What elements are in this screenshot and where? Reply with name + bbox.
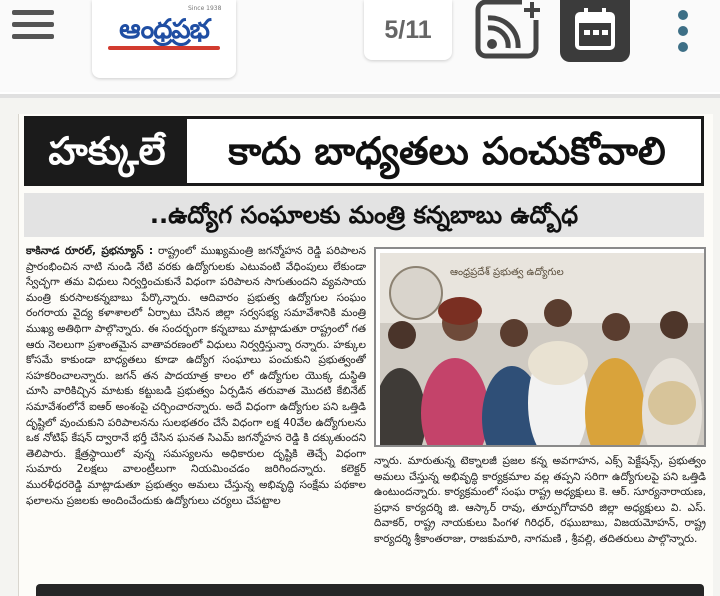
logo-text: ఆంధ్రప్రభ bbox=[119, 14, 209, 45]
headline: కాదు బాధ్యతలు పంచుకోవాలి bbox=[228, 129, 666, 173]
logo-swoosh bbox=[108, 46, 220, 50]
hamburger-menu-icon[interactable] bbox=[12, 10, 54, 44]
logo-tagline: Since 1938 bbox=[188, 5, 222, 12]
article-photo bbox=[374, 247, 706, 447]
next-article-headline-strip bbox=[36, 584, 704, 596]
photo-banner-text: ఆంధ్రప్రదేశ్ ప్రభుత్వ ఉద్యోగుల bbox=[450, 267, 564, 278]
article-text-left: రాష్ట్రంలో ముఖ్యమంత్రి జగన్మోహన రెడ్డి పరిపాలన ప్రారంభించిన నాటి నుండి నేటి వరకు ఉద్యోగులకు ఎటువంటి వేధింపులు లేకుండా స్వేచ్ఛగా తమ విధులు నిర్వర్తించుకునే విధంగా పరిపాలన సాగుతుందని వ్యవసాయ మంత్రి కురసాలకన్నబాబు పేర్కొన్నారు. ఆదివారం ప్రభుత్వ ఉద్యోగుల సంఘం రంగరాయ వైద్య కళాశాలలో ఏర్పాటు చేసిన జిల్లా సర్వసభ్య సమావేశానికి మంత్రి ముఖ్య అతిథిగా పాల్గొన్నారు. ఈ సందర్భంగా కన్నబాబు మాట్లాడుతూ రాష్ట్రంలో గత ఆరు నెలలుగా ప్రశాంతమైన వాతావరణంలో విధులు నిర్వర్తిస్తున్నా రన్నారు. హక్కుల కోసమే కాకుండా బాధ్యతలు కూడా ఉద్యోగ సంఘాలు పంచుకుని ప్రభుత్వంతో సహకరించాలన్నారు. జగన్ తన పాదయాత్ర కాలం లో ఉద్యోగుల యొక్క దుస్థితి చూసి వారికిచ్చిన మాటకు కట్టుబడి ప్రభుత్వం ఏర్పడిన తరువాత మొదటి కేబినేట్ సమావేశంలోనే ఐఆర్ అంశంపై చర్చించారన్నారు. అదే విధంగా ఉద్యోగుల పని ఒత్తిడి దృష్టిలో వుంచుకుని పరిపాలనను సులభతరం చేసే విధంగా లక్ష 40వేల ఉద్యోగులను ఒక నోటిఫ్ కేషన్ ద్వారానే భర్తీ చేసిన ఘనత సిఎమ్ జగన్మోహన రెడ్డి కి దక్కుతుందని తెలిపారు. క్షేత్రస్థాయిలో వున్న సమస్యలను అధికారుల దృష్టికి తెచ్చే విధంగా సుమారు 2లక్షలు వాలంట్రీలుగా నియమించడం జరిగిందన్నారు. కలెక్టర్ మురళీధరరెడ్డి మాట్లాడుతూ ప్రభుత్వం అమలు చేస్తున్న అభివృద్ధి సంక్షేమ పథకాల ఫలాలను ప్రజలకు అందించేందుకు ఉద్యోగులు చర్యలు చేపట్టాల bbox=[26, 245, 366, 507]
headline-highlight: హక్కులే bbox=[27, 119, 187, 183]
newspaper-logo[interactable] bbox=[92, 0, 236, 78]
top-app-bar bbox=[0, 0, 720, 92]
page-indicator: 5/11 bbox=[364, 0, 452, 60]
calendar-icon bbox=[560, 0, 630, 62]
more-vertical-icon[interactable] bbox=[668, 10, 698, 56]
add-rss-feed-icon[interactable] bbox=[472, 0, 544, 60]
article-body-right: న్నారు. మారుతున్న టెక్నాలజీ ప్రజల కన్న అవగాహన, ఎక్స్ పెక్టేషన్స్, ప్రభుత్వం అమలు చేస్తున్న అభివృద్ధి కార్యక్రమాల వల్ల తప్పని సరిగా ఉద్యోగులపై పని ఒత్తిడి ఉంటుందన్నారు. కార్యక్రమంలో సంఘ రాష్ట్ర అధ్యక్షులు కె. ఆర్. సూర్యనారాయణ, ప్రధాన కార్యదర్శి జి. ఆస్కార్ రావు, తూర్పుగోదావరి జిల్లా అధ్యక్షులు వి. ఎస్. దివాకర్, రాష్ట్ర నాయకులు పింగళ గిరిధర్, రఘుబాబు, విజయమోహన్, రాష్ట్ర కార్యదర్శి శ్రీకాంతరాజు, రాజకుమారి, నాగమణి , శ్రీవల్లి, తదితరులు పాల్గొన్నారు. bbox=[374, 455, 706, 545]
article-body-left bbox=[26, 244, 366, 574]
headline-box bbox=[24, 116, 704, 186]
dateline: కాకినాడ రూరల్, ప్రభన్యూస్ : bbox=[26, 245, 154, 257]
calendar-button[interactable] bbox=[560, 0, 630, 62]
subheadline: ..ఉద్యోగ సంఘాలకు మంత్రి కన్నబాబు ఉద్బోధ bbox=[24, 193, 704, 237]
